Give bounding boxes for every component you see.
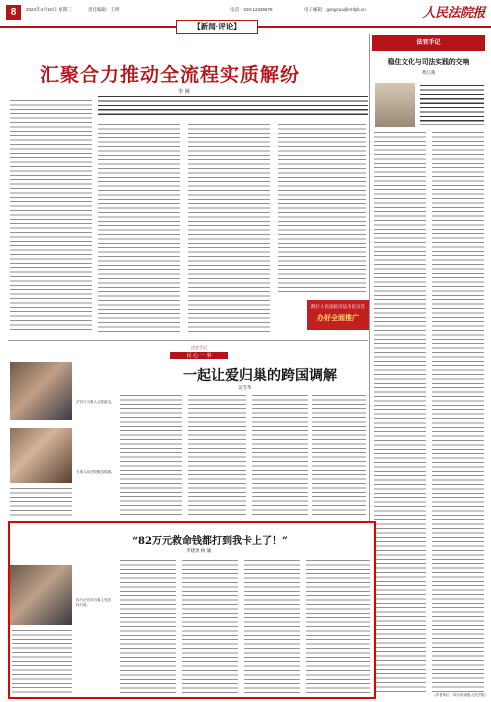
main-headline: 汇聚合力推动全流程实质解纷	[40, 64, 301, 86]
mediation-body-col-3	[188, 395, 246, 518]
mediation-photo-1	[10, 362, 72, 420]
main-author: 李 刚	[178, 89, 190, 95]
column-banner-bottom: 民 心 一 事	[170, 352, 228, 359]
highlighted-body-col-3	[182, 560, 238, 694]
column-banner-top: 法官手记	[191, 345, 207, 350]
right-column-intro	[420, 85, 484, 125]
mediation-body-col-4	[252, 395, 308, 518]
column-divider	[369, 34, 370, 522]
main-lead	[98, 96, 368, 118]
right-column-author: 黄江燕	[421, 71, 436, 76]
mediation-photo-caption-2: 当事人向法院赠送锦旗。	[76, 470, 115, 474]
main-body-col-3	[188, 124, 270, 332]
main-body-col-4	[278, 124, 366, 294]
mediation-headline: 一起让爱归巢的跨国调解	[183, 368, 337, 384]
enforcement-photo	[10, 565, 72, 625]
highlighted-body-col-2	[120, 560, 176, 694]
email-line: 电子邮箱：gongzuo@rmfyb.cn	[304, 7, 366, 12]
right-body-col-2	[432, 132, 484, 692]
mediation-body-col-5	[312, 395, 366, 518]
mediation-photo-2	[10, 428, 72, 483]
highlighted-body-col-5	[306, 560, 370, 694]
main-lead-text	[98, 100, 99, 101]
promo-line-1: 践行人民法院司法为民宗旨	[311, 305, 365, 310]
newspaper-logo: 人民法院报	[422, 5, 485, 20]
right-column-banner: 法官手记	[372, 35, 485, 51]
section-divider	[8, 340, 368, 341]
promo-line-2: 办好全面推广	[317, 313, 359, 322]
issue-date: 2024年4月10日 星期三	[26, 7, 72, 12]
main-body-col-2	[98, 124, 180, 332]
phone-line: 电话：010-12345678	[230, 7, 273, 12]
highlighted-headline: “82万元救命钱都打到我卡上了！”	[132, 536, 288, 547]
section-tag: 【新闻·评论】	[176, 20, 258, 34]
right-body-col-1	[374, 132, 426, 692]
highlighted-body-col-1	[12, 630, 72, 694]
column-banner	[170, 345, 228, 359]
footer-note: （作者单位：四川省高级人民法院）	[432, 693, 488, 697]
editor-line: 责任编辑：王明	[88, 7, 120, 12]
promo-banner	[307, 300, 369, 330]
page-number: 8	[6, 5, 21, 20]
highlighted-author: 李建勇 杨 颖	[186, 549, 212, 554]
mediation-photo-caption-1: 法官与当事人合影留念。	[76, 400, 115, 404]
main-body-col-1	[10, 100, 92, 332]
highlighted-body-col-4	[244, 560, 300, 694]
mediation-author: 吴雪华	[238, 386, 252, 391]
mediation-body-col-1	[10, 488, 72, 518]
author-portrait	[375, 83, 415, 127]
mediation-body-col-2	[120, 395, 182, 518]
right-column-title: 稳住文化与司法实践的交响	[387, 58, 470, 66]
enforcement-photo-caption: 执行法官向当事人发放执行款。	[76, 598, 111, 607]
